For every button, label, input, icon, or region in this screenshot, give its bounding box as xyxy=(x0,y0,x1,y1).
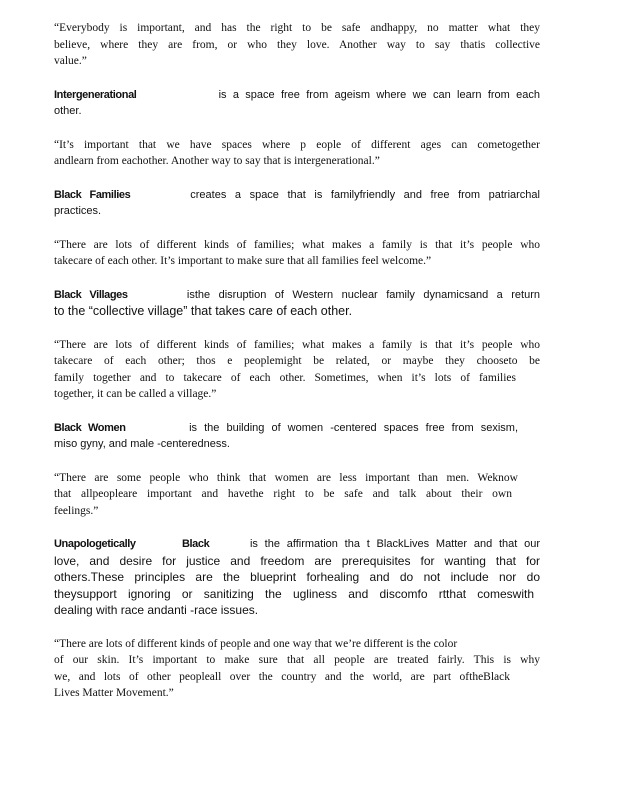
definition-term: Black Families xyxy=(54,188,131,201)
definition-first-line xyxy=(54,287,540,304)
text-line: family together and to takecare of each other. Sometimes, when it’s lots of families xyxy=(54,371,516,384)
definition-term: Black Women xyxy=(54,421,126,434)
definition-first-line xyxy=(54,536,540,553)
definition-text: is the building of women -centered spaces free from sexism, xyxy=(189,421,519,434)
quote-women xyxy=(54,470,540,520)
text-line: theysupport ignoring or sanitizing the ugliness and discomfo rtthat comeswith xyxy=(54,586,534,601)
text-line: together, it can be called a village.” xyxy=(54,388,217,400)
text-line: “There are lots of different kinds of families; what makes a family is that it’s people who xyxy=(54,238,540,251)
definition-first-line xyxy=(54,420,518,437)
text-line: value.” xyxy=(54,55,87,67)
text-line: to the “collective village” that takes care of each other. xyxy=(54,304,353,318)
text-line: Lives Matter Movement.” xyxy=(54,687,174,699)
definition-term: Unapologetically Black xyxy=(54,538,210,550)
text-line: “There are lots of different kinds of people and one way that we’re different is the color xyxy=(54,637,458,650)
definition-text: creates a space that is familyfriendly and free from patriarchal xyxy=(190,188,540,201)
text-line: takecare of each other; thos e peoplemight be related, or maybe they chooseto be xyxy=(54,355,540,367)
definition-black-families xyxy=(54,187,540,220)
definition-black-villages xyxy=(54,287,540,320)
text-line: believe, where they are from, or who they love. Another way to say thatis collective xyxy=(54,38,540,51)
definition-first-line xyxy=(54,187,540,204)
definition-text: is a space free from ageism where we can learn from each xyxy=(218,88,540,101)
text-line: that allpeopleare important and havethe right to be safe and talk about their own xyxy=(54,488,512,500)
text-line: dealing with race andanti -race issues. xyxy=(54,603,259,617)
text-line: of our skin. It’s important to make sure that all people are treated fairly. This is why xyxy=(54,654,540,666)
text-line: other. xyxy=(54,105,82,117)
quote-village xyxy=(54,337,540,403)
text-line: love, and desire for justice and freedom are prerequisites for wanting that for xyxy=(54,553,540,568)
definition-term: Black Villages xyxy=(54,288,128,301)
quote-collective-value xyxy=(54,20,540,70)
text-line: feelings.” xyxy=(54,504,99,517)
quote-intergenerational xyxy=(54,137,540,170)
definition-intergenerational xyxy=(54,87,540,120)
quote-families-welcome xyxy=(54,237,540,270)
definition-term: Intergenerational xyxy=(54,88,137,101)
definition-text: is the affirmation tha t BlackLives Matter and that our xyxy=(249,538,540,550)
definition-first-line xyxy=(54,87,540,104)
text-line: “There are some people who think that women are less important than men. Weknow xyxy=(54,471,518,484)
text-line: “There are lots of different kinds of families; what makes a family is that it’s people who xyxy=(54,338,540,351)
document-page xyxy=(54,20,540,719)
definition-unapologetically-black xyxy=(54,536,540,619)
text-line: practices. xyxy=(54,205,102,217)
definition-text: isthe disruption of Western nuclear family dynamicsand a return xyxy=(186,288,540,301)
text-line: we, and lots of other peopleall over the country and the world, are part oftheBlack xyxy=(54,670,510,683)
text-line: “It’s important that we have spaces where p eople of different ages can cometogether xyxy=(54,138,540,151)
definition-black-women xyxy=(54,420,540,453)
text-line: takecare of each other. It’s important to make sure that all families feel welcome.” xyxy=(54,255,432,267)
text-line: miso gyny, and male -centeredness. xyxy=(54,438,230,450)
text-line: “Everybody is important, and has the right to be safe andhappy, no matter what they xyxy=(54,22,540,34)
text-line: others.These principles are the blueprint forhealing and do not include nor do xyxy=(54,570,540,584)
quote-black-lives-matter xyxy=(54,636,540,702)
text-line: andlearn from eachother. Another way to say that is intergenerational.” xyxy=(54,155,380,167)
